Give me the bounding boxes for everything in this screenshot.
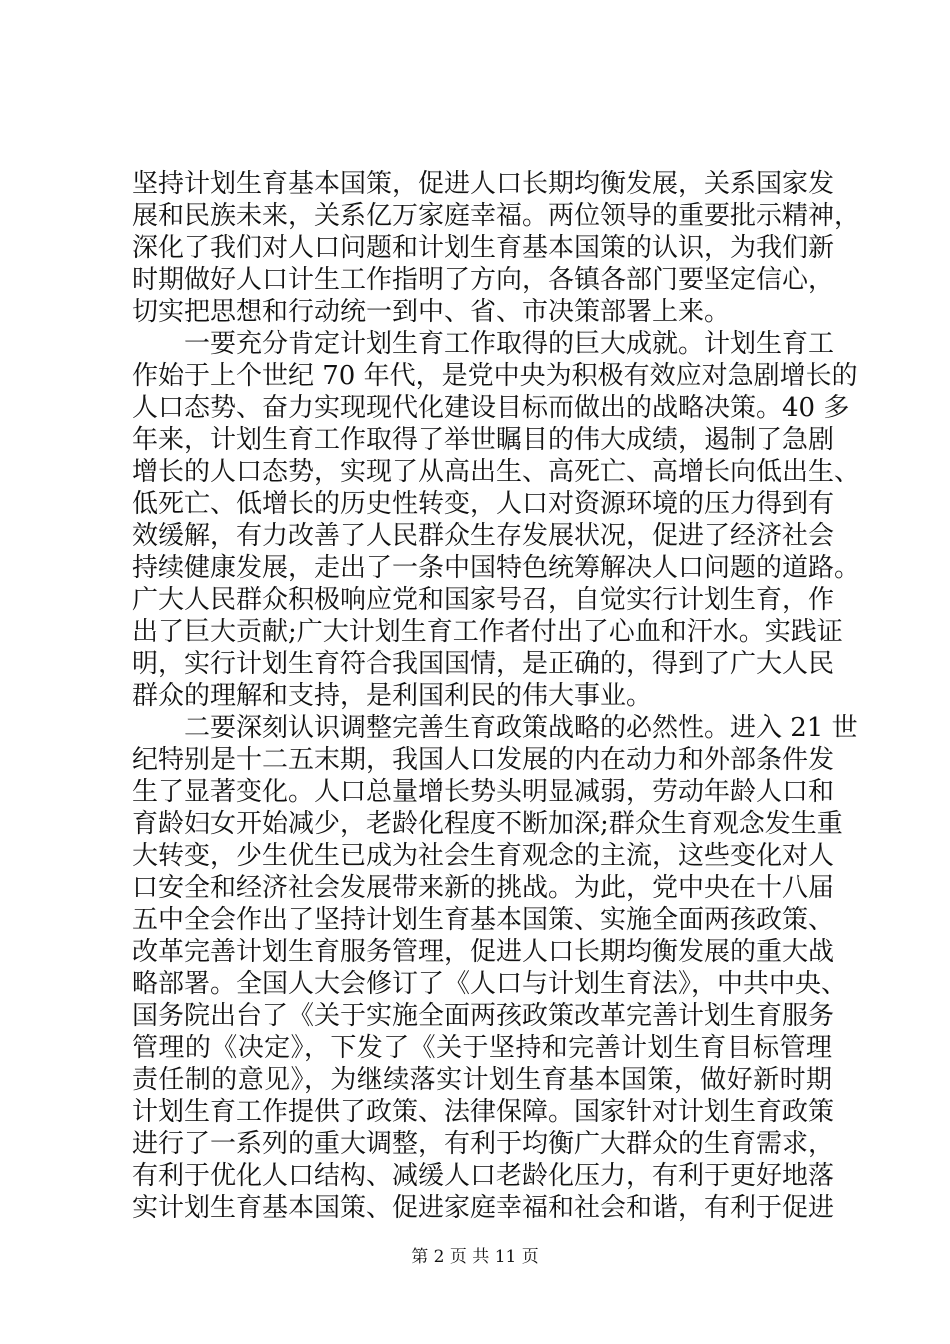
text-line: 生了显著变化。人口总量增长势头明显减弱，劳动年龄人口和 xyxy=(132,777,835,807)
text-line: 责任制的意见》，为继续落实计划生育基本国策，做好新时期 xyxy=(132,1065,832,1095)
text-line: 口安全和经济社会发展带来新的挑战。为此，党中央在十八届 xyxy=(132,873,835,903)
text-line: 一要充分肯定计划生育工作取得的巨大成就。计划生育工 xyxy=(132,329,835,359)
text-line: 年来，计划生育工作取得了举世瞩目的伟大成绩，遏制了急剧 xyxy=(132,425,835,455)
text-line: 作始于上个世纪 70 年代，是党中央为积极有效应对急剧增长的 xyxy=(132,361,858,391)
text-line: 略部署。全国人大会修订了《人口与计划生育法》，中共中央、 xyxy=(132,969,848,999)
text-line: 计划生育工作提供了政策、法律保障。国家针对计划生育政策 xyxy=(132,1097,835,1127)
text-line: 明，实行计划生育符合我国国情，是正确的，得到了广大人民 xyxy=(132,649,835,679)
text-line: 坚持计划生育基本国策，促进人口长期均衡发展，关系国家发 xyxy=(132,169,835,199)
document-body xyxy=(132,168,861,1224)
text-line: 国务院出台了《关于实施全面两孩政策改革完善计划生育服务 xyxy=(132,1001,835,1031)
text-line: 效缓解，有力改善了人民群众生存发展状况，促进了经济社会 xyxy=(132,521,835,551)
text-line: 改革完善计划生育服务管理，促进人口长期均衡发展的重大战 xyxy=(132,937,835,967)
text-line: 管理的《决定》，下发了《关于坚持和完善计划生育目标管理 xyxy=(132,1033,832,1063)
text-line: 时期做好人口计生工作指明了方向，各镇各部门要坚定信心， xyxy=(132,265,835,295)
text-line: 增长的人口态势，实现了从高出生、高死亡、高增长向低出生、 xyxy=(132,457,861,487)
text-line: 进行了一系列的重大调整，有利于均衡广大群众的生育需求， xyxy=(132,1129,835,1159)
text-line: 育龄妇女开始减少，老龄化程度不断加深;群众生育观念发生重 xyxy=(132,809,843,839)
text-line: 群众的理解和支持，是利国利民的伟大事业。 xyxy=(132,681,653,711)
text-line: 出了巨大贡献;广大计划生育工作者付出了心血和汗水。实践证 xyxy=(132,617,843,647)
text-line: 深化了我们对人口问题和计划生育基本国策的认识，为我们新 xyxy=(132,233,835,263)
text-line: 大转变，少生优生已成为社会生育观念的主流，这些变化对人 xyxy=(132,841,835,871)
text-line: 广大人民群众积极响应党和国家号召，自觉实行计划生育，作 xyxy=(132,585,835,615)
page-number: 第 2 页 共 11 页 xyxy=(411,1247,539,1267)
page-footer xyxy=(0,1242,950,1267)
text-line: 实计划生育基本国策、促进家庭幸福和社会和谐，有利于促进 xyxy=(132,1193,835,1223)
text-line: 二要深刻认识调整完善生育政策战略的必然性。进入 21 世 xyxy=(132,713,858,743)
text-line: 低死亡、低增长的历史性转变，人口对资源环境的压力得到有 xyxy=(132,489,835,519)
text-line: 纪特别是十二五末期，我国人口发展的内在动力和外部条件发 xyxy=(132,745,835,775)
text-line: 五中全会作出了坚持计划生育基本国策、实施全面两孩政策、 xyxy=(132,905,835,935)
text-line: 有利于优化人口结构、减缓人口老龄化压力，有利于更好地落 xyxy=(132,1161,835,1191)
text-line: 切实把思想和行动统一到中、省、市决策部署上来。 xyxy=(132,297,731,327)
text-line: 展和民族未来，关系亿万家庭幸福。两位领导的重要批示精神， xyxy=(132,201,861,231)
text-line: 持续健康发展，走出了一条中国特色统筹解决人口问题的道路。 xyxy=(132,553,861,583)
text-line: 人口态势、奋力实现现代化建设目标而做出的战略决策。40 多 xyxy=(132,393,850,423)
